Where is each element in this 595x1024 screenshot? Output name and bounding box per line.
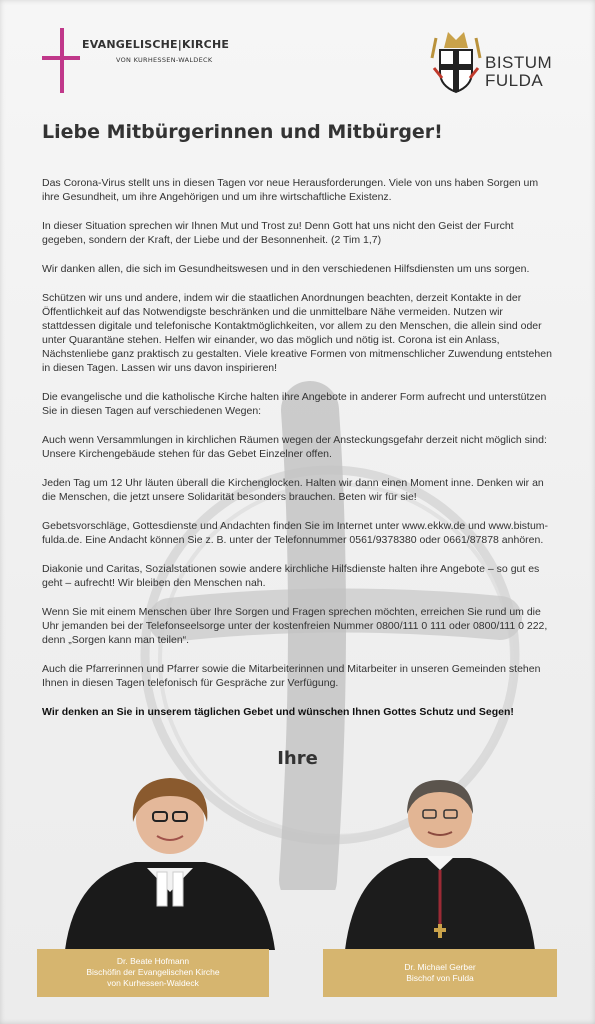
signatory-name: Dr. Michael Gerber	[404, 962, 476, 972]
paragraph: Wenn Sie mit einem Menschen über Ihre Sorgen und Fragen sprechen möchten, erreichen Sie rund um die Uhr jemanden bei der Telefonseelsorge unter der kostenfreien Nummer 0800/111 0 111 oder 0800/111 0 222, denn „Sorgen kann man teilen“.	[42, 606, 548, 646]
caption-beate-hofmann	[37, 949, 269, 997]
sign-off: Ihre	[277, 748, 318, 769]
paragraph: Die evangelische und die katholische Kirche halten ihre Angebote in anderer Form aufrecht und unterstützen Sie in diesen Tagen auf verschiedenen Wegen:	[42, 391, 547, 417]
paragraph: Jeden Tag um 12 Uhr läuten überall die Kirchenglocken. Halten wir dann einen Moment inne. Denken wir an die Menschen, die jetzt unsere Solidarität besonders brauchen. Beten wir für sie!	[42, 477, 544, 503]
signatory-name: Dr. Beate Hofmann	[116, 956, 190, 966]
signatory-role: Bischof von Fulda	[406, 973, 474, 983]
paragraph: Schützen wir uns und andere, indem wir die staatlichen Anordnungen beachten, derzeit Kontakte in der Öffentlichkeit auf das Notwendigste beschränken und die unmittelbare Nähe vermeiden. Nutzen wir stattdessen digitale und telefonische Kontaktmöglichkeiten, vor allem zu den Menschen, die allein sind oder unter Quarantäne stehen. Helfen wir einander, wo das möglich und nötig ist. Corona ist ein Anlass, Nächstenliebe ganz praktisch zu gestalten. Viele kreative Formen von mitmenschlicher Zuwendung entstehen in diesen Tagen. Lassen wir uns davon inspirieren!	[42, 292, 552, 374]
fulda-logo-line1: BISTUM	[485, 53, 553, 72]
ekkw-logo-line2: VON KURHESSEN-WALDECK	[116, 56, 213, 64]
signatory-role: von Kurhessen-Waldeck	[107, 978, 199, 988]
signatory-role: Bischöfin der Evangelischen Kirche	[86, 967, 220, 977]
cross-icon	[40, 28, 80, 93]
paragraph: Wir danken allen, die sich im Gesundheitswesen und in den verschiedenen Hilfsdiensten um uns sorgen.	[42, 263, 530, 275]
portrait-michael-gerber	[325, 770, 555, 950]
letter-title: Liebe Mitbürgerinnen und Mitbürger!	[42, 121, 443, 143]
fulda-logo-line2: FULDA	[485, 71, 544, 90]
bistum-fulda-logo	[430, 28, 560, 98]
ekkw-logo	[40, 28, 240, 93]
paragraph: Diakonie und Caritas, Sozialstationen sowie andere kirchliche Hilfsdienste halten ihre Angebote – so gut es geht – aufrecht! Wir bleiben den Menschen nah.	[42, 563, 540, 589]
coat-of-arms-icon	[430, 28, 482, 94]
letter-body	[42, 176, 558, 734]
ekkw-logo-line1: EVANGELISCHE|KIRCHE	[82, 38, 230, 51]
paragraph: In dieser Situation sprechen wir Ihnen Mut und Trost zu! Denn Gott hat uns nicht den Geist der Furcht gegeben, sondern der Kraft, der Liebe und der Besonnenheit. (2 Tim 1,7)	[42, 220, 514, 246]
paragraph: Auch die Pfarrerinnen und Pfarrer sowie die Mitarbeiterinnen und Mitarbeiter in unseren Gemeinden stehen Ihnen in diesen Tagen telefonisch für Gespräche zur Verfügung.	[42, 663, 541, 689]
paragraph: Auch wenn Versammlungen in kirchlichen Räumen wegen der Ansteckungsgefahr derzeit nicht möglich sind: Unsere Kirchengebäude stehen für das Gebet Einzelner offen.	[42, 434, 547, 460]
paragraph: Das Corona-Virus stellt uns in diesen Tagen vor neue Herausforderungen. Viele von uns haben Sorgen um ihre Gesundheit, um ihre Angehörigen und um ihre wirtschaftliche Existenz.	[42, 177, 539, 203]
portrait-beate-hofmann	[55, 770, 285, 950]
paragraph: Gebetsvorschläge, Gottesdienste und Andachten finden Sie im Internet unter www.ekkw.de und www.bistum-fulda.de. Eine Andacht können Sie z. B. unter der Telefonnummer 0561/9378380 oder 0661/87878 anhören.	[42, 520, 549, 546]
caption-michael-gerber	[323, 949, 557, 997]
closing-line: Wir denken an Sie in unserem täglichen Gebet und wünschen Ihnen Gottes Schutz und Segen!	[42, 706, 514, 718]
